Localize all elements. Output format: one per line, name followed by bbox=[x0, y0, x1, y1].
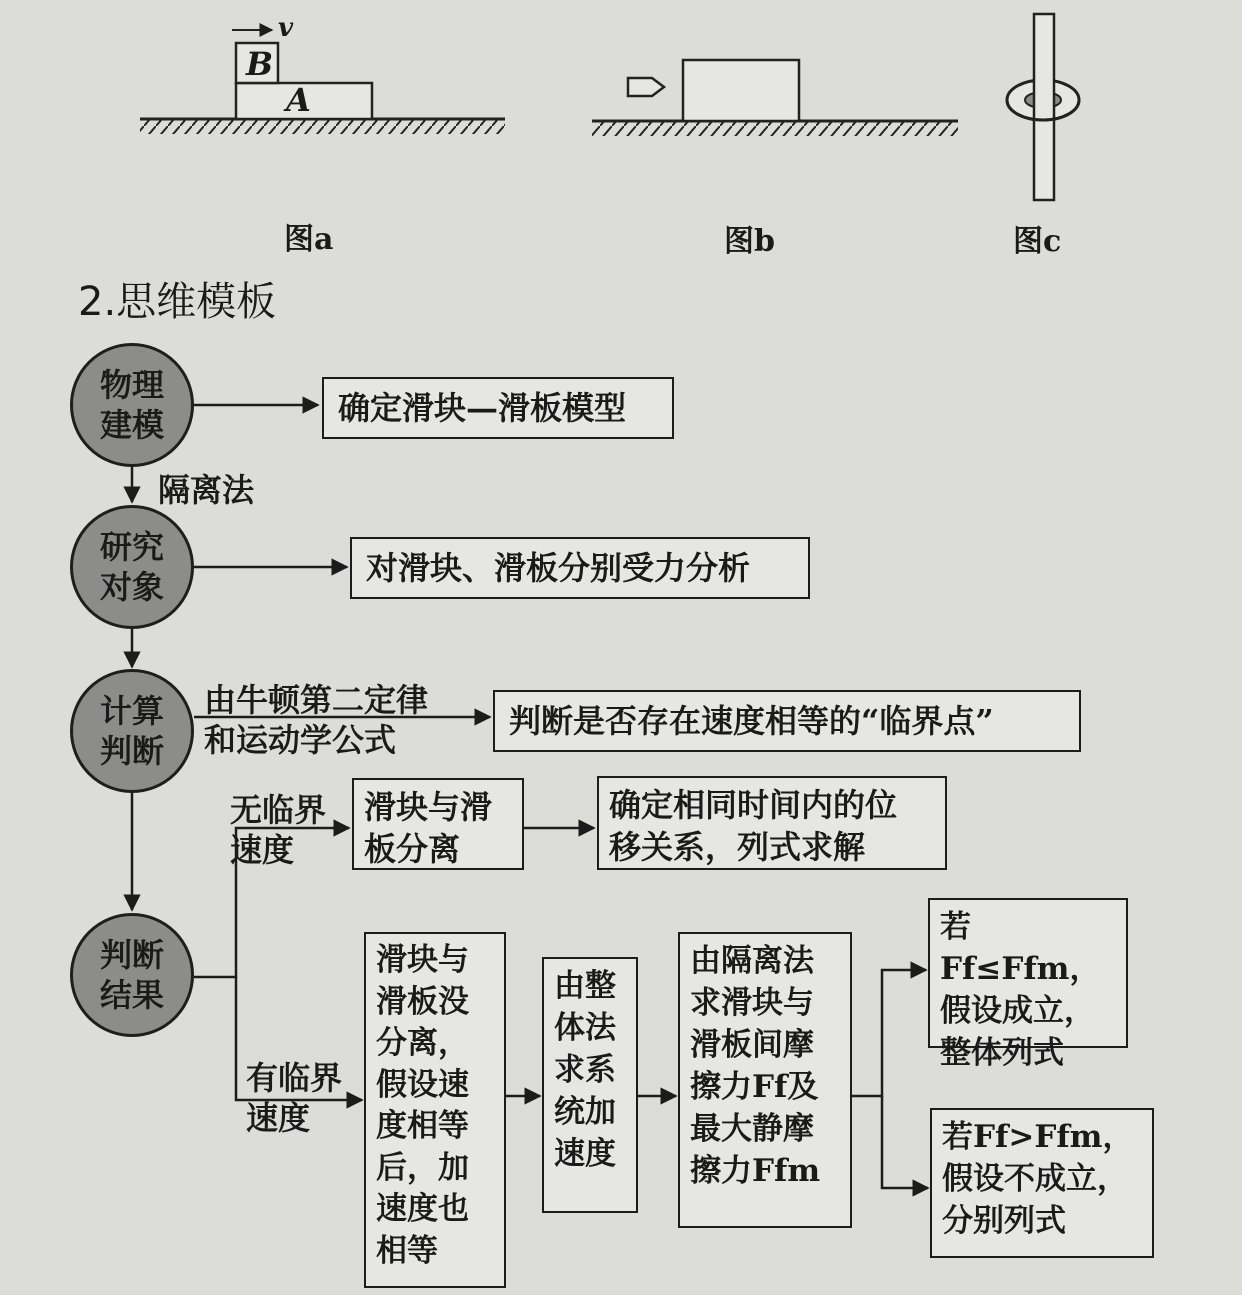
label-no-critical: 无临界 速度 bbox=[230, 791, 327, 869]
section-heading: 2.思维模板 bbox=[78, 279, 277, 325]
caption-b: 图b bbox=[724, 224, 775, 259]
ground-hatch-b bbox=[592, 122, 958, 136]
box-not-separate: 滑块与 滑板没 分离， 假设速 度相等 后，加 速度也 相等 bbox=[364, 932, 506, 1288]
rod bbox=[1034, 14, 1054, 200]
bullet bbox=[628, 78, 664, 96]
circle-calc: 计算 判断 bbox=[70, 669, 194, 793]
box-case-gt: 若Ff>Ffm， 假设不成立， 分别列式 bbox=[930, 1108, 1154, 1258]
box-separate: 滑块与滑 板分离 bbox=[352, 778, 524, 870]
box-case-le: 若Ff≤Ffm， 假设成立， 整体列式 bbox=[928, 898, 1128, 1048]
box-force-analysis: 对滑块、滑板分别受力分析 bbox=[350, 537, 810, 599]
figure-c bbox=[1007, 14, 1079, 200]
figure-a bbox=[140, 30, 505, 134]
circle-result: 判断 结果 bbox=[70, 913, 194, 1037]
label-v: v bbox=[278, 13, 294, 43]
block-b-fig bbox=[683, 60, 799, 121]
label-newton: 由牛顿第二定律 和运动学公式 bbox=[204, 681, 429, 759]
box-model: 确定滑块—滑板模型 bbox=[322, 377, 674, 439]
arrow-case-le bbox=[852, 970, 926, 1096]
figure-b bbox=[592, 60, 958, 136]
circle-object: 研究 对象 bbox=[70, 505, 194, 629]
box-displacement: 确定相同时间内的位 移关系，列式求解 bbox=[597, 776, 947, 870]
circle-modeling: 物理 建模 bbox=[70, 343, 194, 467]
label-a: A bbox=[286, 81, 311, 119]
caption-a: 图a bbox=[284, 222, 334, 257]
label-b: B bbox=[246, 45, 274, 83]
label-has-critical: 有临界 速度 bbox=[246, 1059, 343, 1137]
caption-c: 图c bbox=[1013, 224, 1062, 259]
ground-hatch-a bbox=[140, 120, 505, 134]
arrow-case-gt bbox=[882, 1096, 928, 1188]
box-critical-point: 判断是否存在速度相等的“临界点” bbox=[493, 690, 1081, 752]
label-isolation: 隔离法 bbox=[158, 471, 255, 509]
box-isolation-friction: 由隔离法 求滑块与 滑板间摩 擦力Ff及 最大静摩 擦力Ffm bbox=[678, 932, 852, 1228]
box-whole-method: 由整 体法 求系 统加 速度 bbox=[542, 957, 638, 1213]
